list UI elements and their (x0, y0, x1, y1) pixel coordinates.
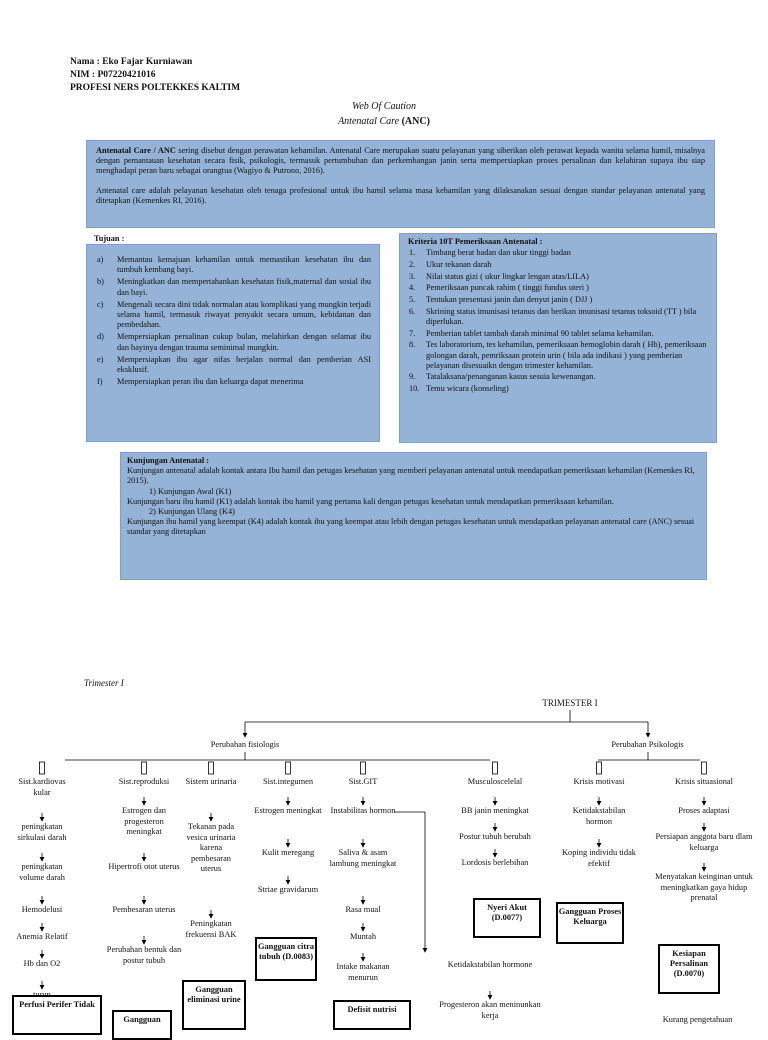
kriteria-text: Skrining status imunisasi tetanus dan berikan imunisasi tetanus toksoid (TT ) bila diperlukan. (426, 306, 697, 326)
node-git-3: Rasa mual (345, 905, 381, 914)
node-repro-0: Sist.reproduksi (118, 777, 170, 786)
node-kardio-2: peningkatan volume darah (19, 862, 65, 882)
box-perfusi: Perfusi Perifer Tidak (12, 995, 102, 1035)
kriteria-marker: 9. (409, 372, 416, 382)
map-branch-marker (493, 762, 498, 774)
node-kardio-4: Anemia Relatif (16, 932, 68, 941)
box-gangguan-repro: Gangguan (112, 1010, 172, 1040)
kriteria-marker: 6. (409, 306, 416, 316)
node-kurang-pengetahuan: Kurang pengetahuan (662, 1015, 733, 1024)
tujuan-marker: c) (97, 299, 104, 309)
kriteria-text: Temu wicara (konseling) (426, 384, 509, 394)
kriteria-marker: 3. (409, 271, 416, 281)
map-psikologis: Perubahan Psikologis (611, 740, 684, 749)
intro-paragraph-2: Antenatal care adalah pelayanan kesehatan oleh tenaga profesional untuk ibu hamil selama masa kehamilan yang dilaksanakan sesuai dengan standar pelayanan antenatal yang ditetapkan (Kemenkes RI, 2016). (96, 185, 705, 205)
node-repro-1: Estrogen dan progesteron meningkat (122, 806, 166, 836)
kunjungan-k1-label: 1) Kunjungan Awal (K1) (149, 486, 232, 496)
box-kesiapan: Kesiapan Persalinan (D.0070) (658, 944, 720, 994)
node-urin-0: Sistem urinaria (185, 777, 237, 786)
node-integ-1: Estrogen meningkat (254, 806, 322, 815)
tujuan-marker: d) (97, 332, 104, 342)
node-urin-1: Tekanan pada vesica urinaria karena pembesaran uterus (186, 822, 236, 873)
node-urin-2: Peningkatan frekuensi BAK (185, 919, 237, 939)
node-kardio-5: Hb dan O2 (23, 959, 61, 968)
kriteria-text: Tentukan presentasi janin dan denyut janin ( DJJ ) (426, 295, 593, 305)
node-git-4: Muntah (349, 932, 377, 941)
node-musk-1: BB janin meningkat (461, 806, 529, 815)
node-situasi-3: Menyatakan keinginan untuk meningkatkan gaya hidup prenatal (655, 872, 753, 902)
map-branch-marker (702, 762, 707, 774)
node-kardio-0: Sist.kardiovas kular (18, 777, 66, 797)
kriteria-text: Pemeriksaan puncak rahim ( tinggi fundus uteri ) (426, 283, 589, 293)
kriteria-text: Nilai status gizi ( ukur lingkar lengan atas/LILA) (426, 271, 589, 281)
tujuan-text: Meningkatkan dan mempertahankan kesehatan fisik,maternal dan sosial ibu dan bayi. (117, 277, 371, 297)
tujuan-marker: e) (97, 354, 104, 364)
intro-bold-lead: Antenatal Care / ANC (96, 146, 176, 155)
kriteria-marker: 7. (409, 328, 416, 338)
kriteria-heading: Kriteria 10T Pemeriksaan Antenatal : (408, 237, 543, 246)
tujuan-text: Mempersiapkan persalinan cukup bulan, melahirkan dengan selamat ibu dan bayinya dengan trauma seminimal mungkin. (117, 332, 371, 352)
kunjungan-heading: Kunjungan Antenatal : (127, 456, 210, 465)
tujuan-text: Mempersiapkan peran ibu dan keluarga dapat menerima (117, 377, 304, 387)
map-branch-marker (597, 762, 602, 774)
kunjungan-p1: Kunjungan antenatal adalah kontak antara Ibu hamil dan petugas kesehatan yang memberi pelayanan antenatal untuk mendapatkan pemeriksaan kehamilan (Kemenkes RI, 2015). (127, 466, 695, 486)
node-git-1: Instabilitas hormon (330, 806, 396, 815)
node-situasi-2: Persiapan anggota baru dlam keluarga (655, 832, 753, 852)
tujuan-marker: f) (97, 377, 103, 387)
student-nim: NIM : P07220421016 (70, 70, 156, 80)
node-situasi-0: Krisis situasional (675, 777, 733, 786)
box-proses: Gangguan Proses Keluarga (556, 902, 624, 944)
node-motivasi-2: Koping individu tidak efektif (562, 848, 636, 868)
kriteria-text: Tatalaksana/penanganan kasus sesuia kewenangan. (426, 372, 596, 382)
doc-title-line1: Web Of Caution (351, 101, 417, 112)
node-ketid-0: Ketidakstabilan hormone (447, 960, 533, 969)
student-name: Nama : Eko Fajar Kurniawan (70, 57, 193, 67)
kriteria-marker: 4. (409, 283, 416, 293)
node-integ-0: Sist.integumen (262, 777, 314, 786)
node-kardio-3: Hemodelusi (21, 905, 63, 914)
node-kardio-1: peningkatan sirkulasi darah (17, 822, 67, 842)
tujuan-marker: a) (97, 255, 104, 264)
kriteria-text: Timbang berat badan dan ukur tinggi badan (426, 248, 571, 258)
node-musk-3: Lordosis berlebihan (461, 858, 529, 867)
map-branch-marker (209, 762, 214, 774)
map-branch-marker (286, 762, 291, 774)
box-defisit: Defisit nutrisi (333, 1000, 411, 1030)
node-git-2: Saliva & asam lambung meningkat (329, 848, 397, 868)
map-branch-marker (40, 762, 45, 774)
tujuan-text: Mengenali secara dini tidak normalan atau komplikasi yang mungkin terjadi selama hamil, termasuk riwayat penyakit secara umum, kebidanan dan pembedahan. (117, 299, 371, 330)
kriteria-text: Ukur tekanan darah (426, 259, 492, 269)
tujuan-text: Memantau kemajuan kehamilan untuk memastikan kesehatan ibu dan tumbuh kembang bayi. (117, 255, 371, 275)
doc-title-prefix: Antenatal Care (338, 116, 402, 127)
kunjungan-k4-label: 2) Kunjungan Ulang (K4) (149, 507, 235, 517)
kriteria-text: Tes laboratorium, tes kehamilan, pemeriksaan hemoglobin darah ( Hb), pemeriksaan golongan darah, pemriksaan protein urin ( bila ada indikasi ) yang pemberian pelayanan disesuaikn dengan trimester kehamilan. (426, 340, 707, 370)
kriteria-marker: 8. (409, 340, 416, 350)
node-ketid-1: Progesteron akan meninunkan kerja (439, 1000, 541, 1020)
node-situasi-1: Proses adaptasi (678, 806, 730, 815)
tujuan-heading: Tujuan : (94, 234, 125, 243)
node-repro-2: Hipertrofi otot uterus (108, 862, 180, 871)
kunjungan-k1-text: Kunjungan baru ibu hamil (K1) adalah kontak ibu hamil yang pertama kali dengan petugas kesehatan untuk mendapatkan pemeriksaan kehamilan. (127, 496, 614, 506)
kriteria-marker: 5. (409, 295, 416, 305)
node-musk-2: Postur tubuh berubah (459, 832, 531, 841)
trimester-section-label: Trimester I (84, 678, 124, 688)
kriteria-marker: 2. (409, 259, 416, 269)
box-eliminasi: Gangguan eliminasi urine (182, 980, 246, 1030)
box-nyeri: Nyeri Akut (D.0077) (473, 898, 541, 938)
kriteria-marker: 10. (409, 384, 420, 394)
node-repro-3: Pembesaran uterus (112, 905, 176, 914)
map-root: TRIMESTER I (542, 698, 598, 708)
node-repro-4: Perubahan bentuk dan postur tubuh (106, 945, 182, 965)
node-git-0: Sist.GIT (348, 777, 378, 786)
box-citra: Gangguan citra tubuh (D.0083) (255, 937, 317, 981)
kriteria-marker: 1. (409, 248, 416, 258)
doc-title-bold: (ANC) (401, 116, 430, 127)
node-musk-0: Musculoscelelal (467, 777, 523, 786)
program-name: PROFESI NERS POLTEKKES KALTIM (70, 83, 241, 93)
node-integ-2: Kulit meregang (261, 848, 315, 857)
kriteria-text: Pemberian tablet tambah darah minimal 90 tablet selama kehamilan. (426, 328, 654, 338)
map-fisiologis: Perubahan fisiologis (210, 740, 280, 749)
intro-p1-text: sering disebut dengan perawatan kehamilan. Antenatal Care merupakan suatu pelayanan yang siberikan oleh perawat kepada wanita selama hamil, misalnya dengan pemantauan kesehatan secara fisik, psikologis, termasuk pertumbuhan dan perkembangan janin serta mempersiapkan proses persalinan dan kelahiran supaya ibu siap menghadapi peran baru sebagai orangtua (Wagiyo & Putrono, 2016). (96, 146, 705, 176)
tujuan-text: Mempersiapkan ibu agar nifas berjalan normal dan pemberian ASI eksklusif. (117, 354, 371, 375)
node-integ-3: Striae gravidarum (257, 885, 319, 894)
tujuan-marker: b) (97, 277, 104, 287)
kunjungan-k4-text: Kunjungan ibu hamil yang keempat (K4) adalah kontak ibu yang keempat atau lebih dengan petugas kesehatan untuk mendapatkan pelayanan antenatal care (ANC) sesuai standar yang ditetapkan (127, 517, 695, 537)
node-motivasi-0: Krisis motivasi (573, 777, 625, 786)
map-branch-marker (142, 762, 147, 774)
node-git-5: Intake makanan menurun (336, 962, 390, 982)
node-motivasi-1: Ketidakstabilan hormon (572, 806, 626, 826)
map-branch-marker (361, 762, 366, 774)
